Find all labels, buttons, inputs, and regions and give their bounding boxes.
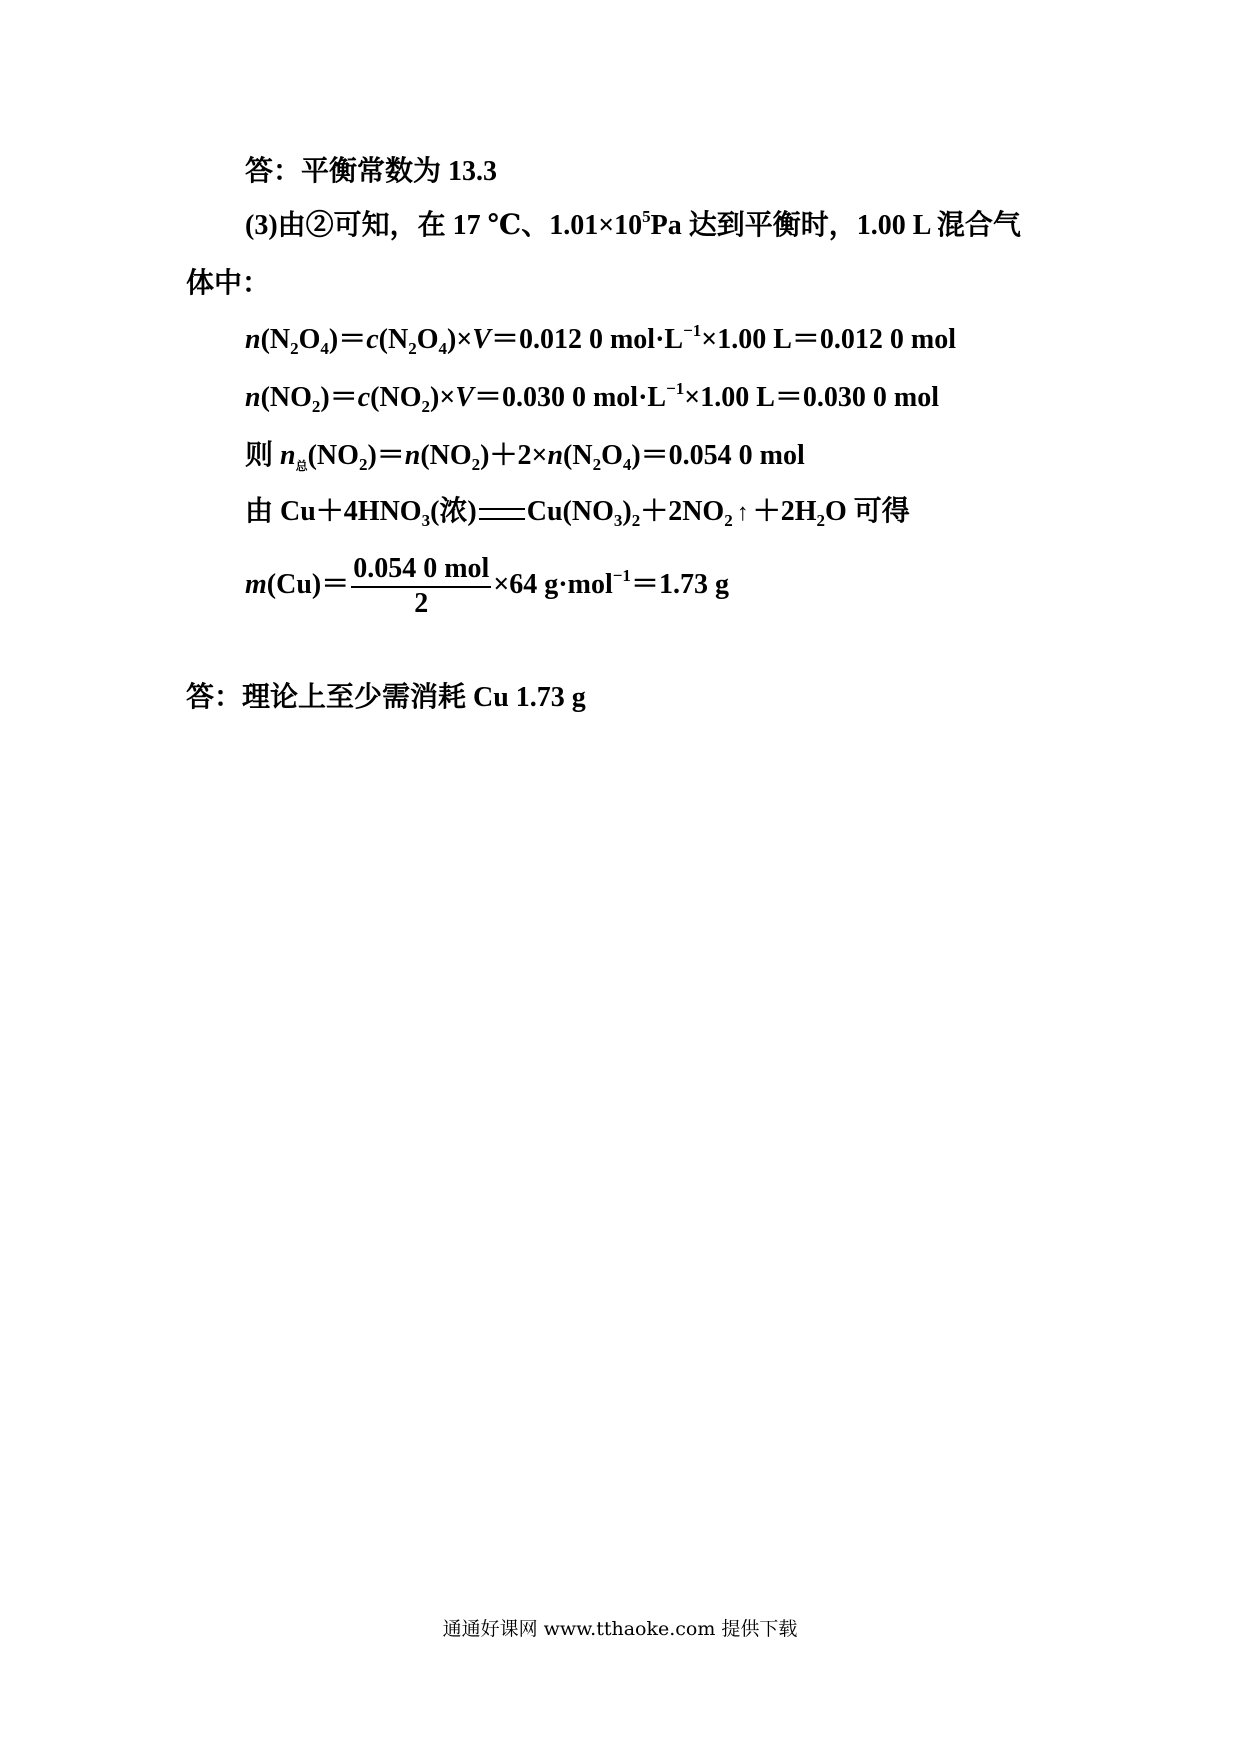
eq1-sub: 4: [320, 339, 329, 358]
eq4-sub: 3: [421, 511, 431, 530]
eq3-sub: 4: [622, 455, 632, 474]
equation-n-no2: [245, 380, 939, 416]
eq1-sub: 2: [408, 339, 417, 358]
eq2-s4: )×: [430, 382, 456, 413]
total-subscript: 总: [295, 459, 308, 473]
eq1-sub: 2: [290, 339, 299, 358]
eq1-s3: )＝: [328, 324, 367, 355]
eq2-s5: ＝0.030 0 mol·L: [473, 382, 667, 413]
eq5-s2: ×64 g·mol: [493, 569, 613, 600]
eq1-s4: (N: [378, 324, 409, 355]
eq2-s6: ×1.00 L＝0.030 0 mol: [684, 382, 940, 413]
gas-arrow-icon: ↑: [736, 500, 749, 526]
var-n: n: [547, 440, 564, 471]
answer-cu-mass: 答：理论上至少需消耗 Cu 1.73 g: [186, 682, 586, 713]
eq3-s7: )＝0.054 0 mol: [631, 440, 805, 471]
eq4-sub: 3: [613, 511, 623, 530]
eq3-s5: (N: [563, 440, 593, 471]
reaction-equation: [245, 494, 910, 531]
var-m: m: [245, 569, 267, 600]
eq3-s3: (NO: [420, 440, 472, 471]
part3-intro: [245, 208, 1021, 244]
eq3-sub: 2: [471, 455, 481, 474]
var-c: c: [357, 382, 371, 413]
eq4-s3: Cu(NO: [526, 496, 614, 527]
var-v: V: [455, 382, 474, 413]
eq1-s8: ×1.00 L＝0.012 0 mol: [701, 324, 957, 355]
eq1-exp: −1: [683, 321, 702, 340]
fraction: [351, 554, 491, 620]
eq3-s4: )＋2×: [480, 440, 548, 471]
fraction-denominator: 2: [414, 587, 429, 619]
eq4-s6: ＋2H: [752, 496, 817, 527]
var-n: n: [245, 382, 261, 413]
eq2-exp: −1: [666, 379, 685, 398]
eq5-exp: −1: [612, 566, 631, 585]
eq1-s7: ＝0.012 0 mol·L: [490, 324, 684, 355]
eq1-s6: )×: [447, 324, 473, 355]
eq2-s1: (NO: [260, 382, 312, 413]
eq3-pre: 则: [245, 440, 281, 471]
answer-equilibrium-constant: 答：平衡常数为 13.3: [245, 156, 498, 187]
eq2-s3: (NO: [370, 382, 422, 413]
var-v: V: [472, 324, 491, 355]
eq4-s1: 由 Cu＋4HNO: [245, 496, 422, 527]
eq2-sub: 2: [421, 397, 430, 416]
eq3-s2: )＝: [367, 440, 405, 471]
eq4-sub: 2: [816, 511, 825, 530]
eq3-sub: 2: [358, 455, 368, 474]
footer-credit: 通通好课网 www.tthaoke.com 提供下载: [442, 1618, 798, 1640]
eq4-sub: 2: [724, 511, 733, 530]
var-c: c: [366, 324, 379, 355]
eq4-s7: O 可得: [824, 496, 910, 527]
eq1-s5: O: [416, 324, 439, 355]
eq5-s1: (Cu)＝: [266, 569, 350, 600]
eq3-s6: O: [601, 440, 623, 471]
eq3-sub: 2: [592, 455, 602, 474]
eq1-sub: 4: [438, 339, 447, 358]
equation-n-total-no2: [245, 438, 805, 474]
var-n: n: [245, 324, 261, 355]
part3-text-a: (3)由②可知，在 17 ℃、1.01×10: [245, 210, 643, 241]
eq5-s3: ＝1.73 g: [630, 569, 729, 600]
eq4-sub: 2: [631, 511, 641, 530]
eq2-sub: 2: [311, 397, 321, 416]
eq4-s4: ): [622, 496, 632, 527]
eq1-s1: (N: [260, 324, 291, 355]
eq1-s2: O: [298, 324, 321, 355]
var-n: n: [404, 440, 421, 471]
var-n: n: [280, 440, 296, 471]
reaction-equals-sign: [479, 508, 525, 520]
part3-exponent: 5: [642, 207, 651, 226]
fraction-numerator: 0.054 0 mol: [351, 554, 491, 588]
eq4-s2: (浓): [430, 496, 477, 527]
part3-text-b: Pa 达到平衡时，1.00 L 混合气: [650, 210, 1021, 241]
equation-mass-cu: [245, 552, 729, 620]
eq3-s1: (NO: [307, 440, 359, 471]
equation-n-n2o4: [245, 322, 956, 358]
eq2-s2: )＝: [320, 382, 358, 413]
part3-continuation: 体中：: [186, 268, 271, 299]
eq4-s5: ＋2NO: [640, 496, 725, 527]
